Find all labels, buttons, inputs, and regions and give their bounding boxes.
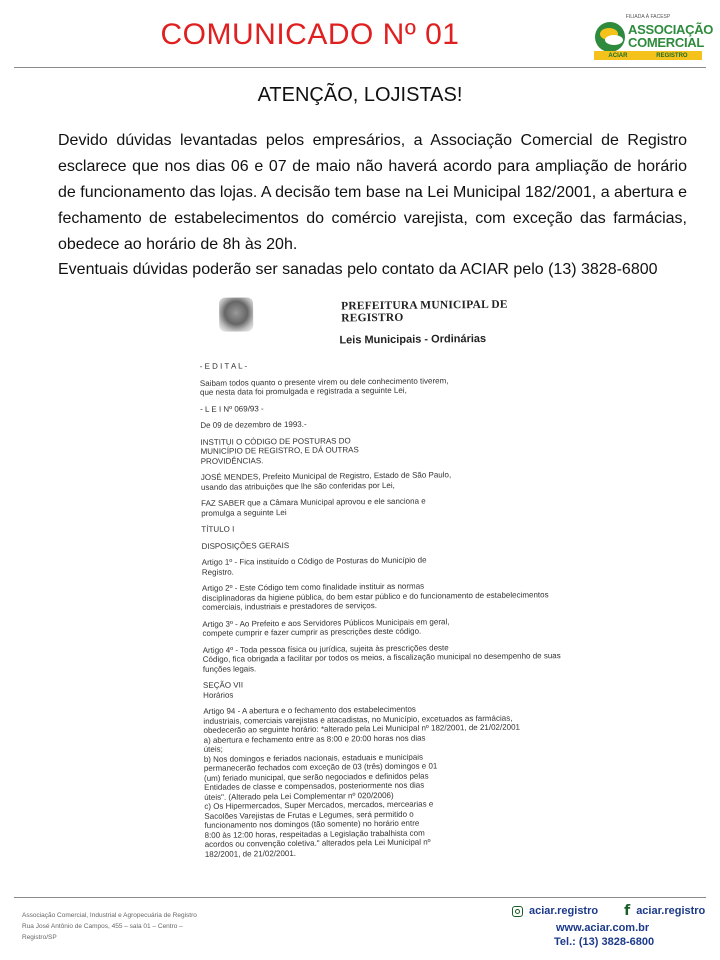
scan-line: Artigo 4º - Toda pessoa física ou jurídica, sujeita às prescrições deste [202, 642, 449, 655]
header-divider [14, 67, 706, 68]
website-link[interactable]: www.aciar.com.br [556, 922, 650, 934]
address-line: Registro/SP [22, 934, 57, 941]
address-line: Associação Comercial, Industrial e Agropecuária de Registro [22, 912, 197, 919]
municipal-crest-icon [219, 297, 253, 331]
notice-paragraph: Devido dúvidas levantadas pelos empresários, a Associação Comercial de Registro esclarece que nos dias 06 e 07 de maio não haverá acordo para ampliação de horário de funcionamento das lojas. A decisão tem base na Lei Municipal 182/2001, a abertura e fechamento de estabelecimentos do comércio varejista, com exceção das farmácias, obedece ao horário de 8h às 20h. [58, 132, 687, 253]
scan-line: Artigo 1º - Fica instituído o Código de Posturas do Município de [201, 555, 427, 567]
logo-word-associacao: ASSOCIAÇÃO [628, 22, 714, 37]
scan-line: 182/2001, de 21/02/2001. [204, 848, 297, 859]
scan-line: comerciais, industriais e prestadores de serviços. [202, 601, 378, 612]
scan-line: FAZ SABER que a Câmara Municipal aprovou e ele sanciona e [201, 496, 426, 508]
address-line: Rua José Antônio de Campos, 455 – sala 01 – Centro – [22, 923, 183, 930]
scan-line: Artigo 2º - Este Código tem como finalidade instituir as normas [201, 581, 425, 593]
scan-line: PROVIDÊNCIAS. [200, 455, 264, 466]
scan-line: 8:00 às 12:00 horas, respeitadas a Legislação trabalhista com [204, 828, 425, 840]
facebook-handle[interactable]: aciar.registro [636, 905, 706, 917]
logo-bar-right: REGISTRO [656, 52, 688, 59]
scan-line: Entidades de classe e compensados, posteriormente nos dias [204, 780, 425, 792]
scan-line: úteis". (Alterado pela Lei Complementar nº 020/2006) [204, 790, 394, 802]
footer-divider [14, 897, 706, 898]
scan-line: - L E I Nº 069/93 - [200, 403, 264, 414]
scan-line: Sacolões Varejistas de Frutas e Legumes, será permitido o [204, 809, 414, 821]
scan-line: INSTITUI O CÓDIGO DE POSTURAS DO [200, 435, 351, 447]
scan-line: compete cumprir e fazer cumprir as prescrições deste código. [202, 626, 422, 638]
page-title: COMUNICADO Nº 01 [160, 18, 460, 51]
scan-line: úteis; [203, 744, 223, 754]
instagram-icon [512, 906, 523, 917]
instagram-handle[interactable]: aciar.registro [529, 905, 599, 917]
logo-bar [594, 51, 702, 60]
scan-line: TÍTULO I [201, 524, 235, 534]
scan-line: De 09 de dezembro de 1993.- [200, 419, 307, 430]
scan-line: Artigo 94 - A abertura e o fechamento dos estabelecimentos [203, 704, 416, 716]
scan-line: funcionamento nos domingos (tão somente) no horário entre [204, 818, 420, 830]
scan-text-block [200, 358, 575, 859]
scan-line: promulga a seguinte Lei [201, 507, 287, 518]
scan-line: disciplinadoras da higiene pública, do bem estar público e do funcionamento de estabelecimentos [202, 589, 549, 603]
scan-line: que nesta data foi promulgada e registrada a seguinte Lei, [199, 385, 407, 397]
scan-line: a) abertura e fechamento entre as 8:00 e 20:00 horas nos dias [203, 733, 426, 745]
notice-subtitle: ATENÇÃO, LOJISTAS! [257, 84, 463, 106]
contact-line: Eventuais dúvidas poderão ser sanadas pelo contato da ACIAR pelo (13) 3828-6800 [58, 261, 658, 278]
logo-word-comercial: COMERCIAL [628, 35, 705, 50]
scan-line: SEÇÃO VII [202, 680, 244, 690]
logo-tagline: FILIADA À FACESP [625, 14, 671, 20]
scan-line: industriais, comerciais varejistas e atacadistas, no Município, excetuados as farmácias, [203, 713, 513, 726]
logo-swirl-icon [595, 22, 625, 52]
scan-line: MUNICÍPIO DE REGISTRO, E DÁ OUTRAS [200, 445, 359, 456]
logo-bar-left: ACIAR [608, 52, 628, 59]
scan-line: b) Nos domingos e feriados nacionais, estaduais e municipais [203, 752, 424, 764]
scan-line: c) Os Hipermercados, Super Mercados, mercados, mercearias e [204, 799, 434, 811]
scan-line: Registro. [201, 567, 234, 577]
scan-line: Código, fica obrigada a facilitar por todos os meios, a fiscalização municipal no desempenho de suas [202, 651, 561, 664]
scan-line: (um) feriado municipal, que serão negociados e definidos pelas [203, 771, 429, 783]
scan-line: funções legais. [202, 663, 257, 674]
scan-line: Horários [203, 690, 234, 700]
scan-line: acordos ou convenção coletiva." alterados pela Lei Municipal nº [204, 837, 431, 849]
facebook-icon: f [624, 903, 631, 919]
scan-line: usando das atribuições que lhe são conferidas por Lei, [200, 480, 395, 492]
scan-header: PREFEITURA MUNICIPAL DE REGISTRO [341, 298, 508, 325]
scan-line: permanecerão fechados com exceção de 03 (três) domingos e 01 [203, 761, 438, 773]
phone-number: Tel.: (13) 3828-6800 [554, 936, 655, 948]
scan-line: - E D I T A L - [199, 361, 248, 371]
scan-line: DISPOSIÇÕES GERAIS [201, 540, 290, 551]
social-links [512, 903, 705, 919]
scanned-law-document [193, 288, 579, 884]
footer-address [22, 910, 282, 943]
scan-line: obedecerão ao seguinte horário: *alterado pela Lei Municipal nº 182/2001, de 21/02/2001 [203, 722, 521, 735]
scan-line: Artigo 3º - Ao Prefeito e aos Servidores Públicos Municipais em geral, [202, 616, 450, 629]
scan-line: Saibam todos quanto o presente virem ou dele conhecimento tiverem, [199, 375, 449, 388]
scan-line: JOSÉ MENDES, Prefeito Municipal de Registro, Estado de São Paulo, [200, 470, 452, 482]
aciar-logo [594, 14, 714, 60]
scan-subheader: Leis Municipais - Ordinárias [339, 332, 487, 347]
